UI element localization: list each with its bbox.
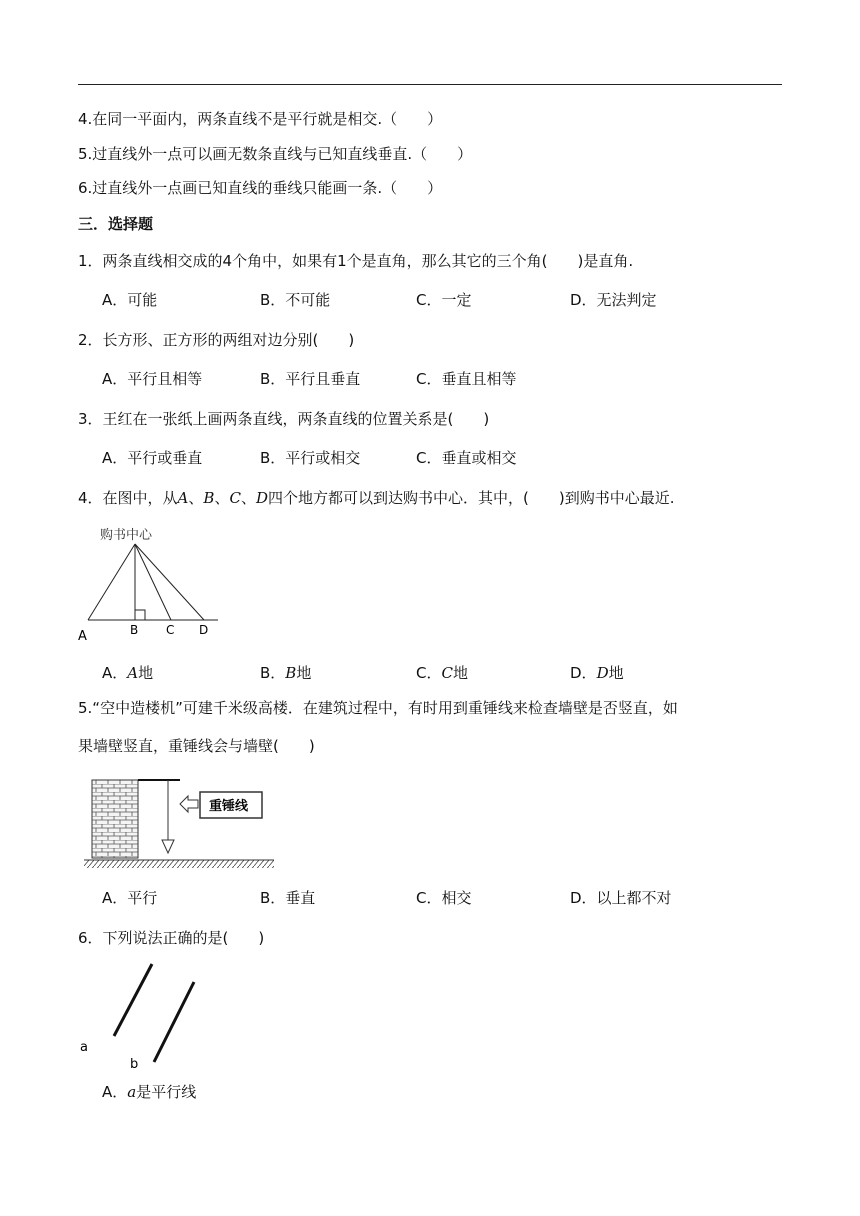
plumb-bob — [162, 840, 174, 853]
arrow-icon — [180, 796, 198, 812]
plumb-label: 重锤线 — [209, 799, 249, 814]
path-a — [88, 544, 135, 620]
question-5-option-c[interactable]: C．相交 — [416, 889, 472, 907]
question-4-option-c[interactable]: C．C地 — [416, 664, 468, 682]
judgement-item-6: 6.过直线外一点画已知直线的垂线只能画一条.（ ） — [78, 179, 443, 197]
right-angle-mark — [135, 610, 145, 620]
question-3-option-a[interactable]: A．平行或垂直 — [102, 449, 203, 467]
two-lines-figure — [78, 960, 208, 1072]
question-4-stem: 4．在图中，从A、B、C、D四个地方都可以到达购书中心．其中，( )到购书中心最近. — [78, 489, 675, 507]
question-1-option-d[interactable]: D．无法判定 — [570, 291, 657, 309]
bookstore-figure — [78, 522, 223, 647]
question-6-option-a[interactable]: A．a是平行线 — [102, 1083, 197, 1101]
question-2-option-c[interactable]: C．垂直且相等 — [416, 370, 517, 388]
question-5-option-d[interactable]: D．以上都不对 — [570, 889, 672, 907]
plumb-line-figure — [84, 776, 274, 872]
line-b — [154, 982, 194, 1062]
judgement-item-4: 4.在同一平面内，两条直线不是平行就是相交.（ ） — [78, 110, 443, 128]
question-5-stem-line-2: 果墙壁竖直，重锤线会与墙壁( ) — [78, 737, 315, 755]
bookstore-label: 购书中心 — [100, 528, 153, 543]
question-3-option-c[interactable]: C．垂直或相交 — [416, 449, 517, 467]
path-c — [135, 544, 171, 620]
line-label-a: a — [80, 1040, 88, 1055]
point-label-d: D — [199, 623, 209, 637]
question-4-option-a[interactable]: A．A地 — [102, 664, 154, 682]
section-title: 三．选择题 — [78, 215, 154, 233]
question-3-option-b[interactable]: B．平行或相交 — [260, 449, 361, 467]
header-rule — [78, 84, 782, 85]
question-3-stem: 3．王红在一张纸上画两条直线，两条直线的位置关系是( ) — [78, 410, 490, 428]
question-5-option-a[interactable]: A．平行 — [102, 889, 158, 907]
question-4-option-d[interactable]: D．D地 — [570, 664, 624, 682]
point-label-c: C — [166, 623, 175, 637]
point-label-a: A — [78, 629, 87, 644]
ground-hatching — [84, 860, 274, 868]
question-1-option-a[interactable]: A．可能 — [102, 291, 158, 309]
question-2-stem: 2．长方形、正方形的两组对边分别( ) — [78, 331, 355, 349]
question-4-option-b[interactable]: B．B地 — [260, 664, 312, 682]
question-2-option-b[interactable]: B．平行且垂直 — [260, 370, 361, 388]
question-2-option-a[interactable]: A．平行且相等 — [102, 370, 203, 388]
brick-wall — [92, 780, 138, 858]
question-1-stem: 1．两条直线相交成的4个角中，如果有1个是直角，那么其它的三个角( )是直角. — [78, 252, 634, 270]
line-label-b: b — [130, 1057, 139, 1072]
question-1-option-b[interactable]: B．不可能 — [260, 291, 331, 309]
question-5-stem-line-1: 5.“空中造楼机”可建千米级高楼．在建筑过程中，有时用到重锤线来检查墙壁是否竖直，如 — [78, 699, 678, 717]
judgement-item-5: 5.过直线外一点可以画无数条直线与已知直线垂直.（ ） — [78, 145, 473, 163]
point-label-b: B — [130, 623, 139, 637]
line-a — [114, 964, 152, 1036]
path-d — [135, 544, 204, 620]
question-5-option-b[interactable]: B．垂直 — [260, 889, 316, 907]
question-1-option-c[interactable]: C．一定 — [416, 291, 472, 309]
question-6-stem: 6．下列说法正确的是( ) — [78, 929, 265, 947]
